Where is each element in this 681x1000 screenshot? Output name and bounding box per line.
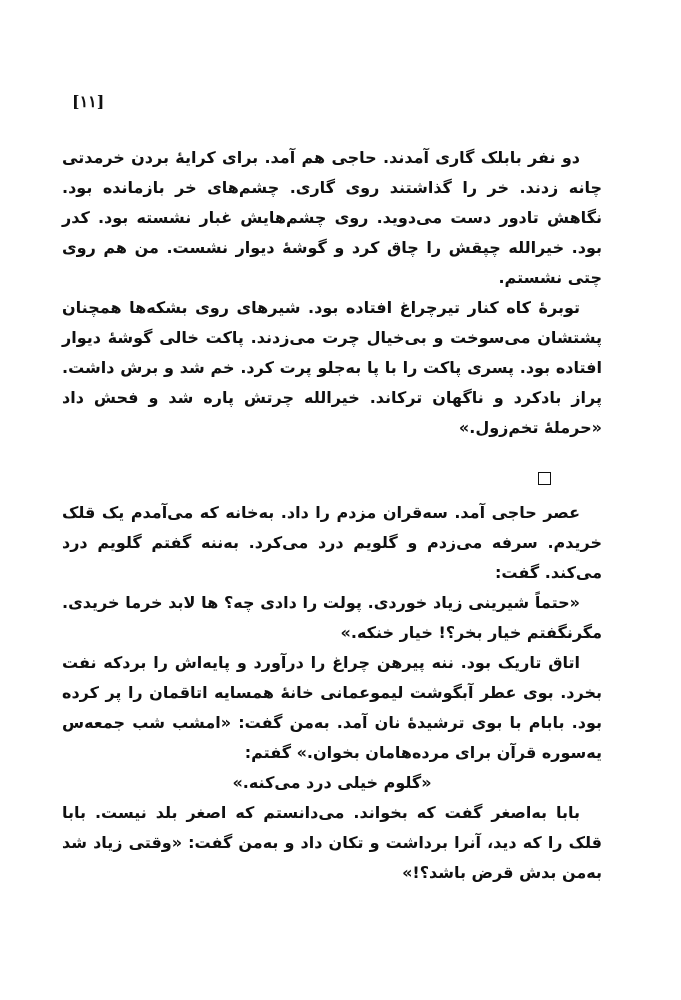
paragraph: بابا به‌اصغر گفت که بخواند. می‌دانستم که اصغر بلد نیست. بابا قلک را که دید، آنرا برداشت و تکان داد و به‌من گفت: «وقتی زیاد شد به‌من بدش قرض باشد؟!» bbox=[62, 803, 602, 882]
quote-paragraph: «گلوم خیلی درد می‌کنه.» bbox=[232, 773, 432, 792]
page-number: [۱۱] bbox=[72, 92, 105, 111]
section-break-square-icon bbox=[538, 472, 551, 485]
section-two bbox=[62, 498, 602, 888]
paragraph: دو نفر بابلک گاری آمدند. حاجی هم آمد. برای کرایهٔ بردن خرمدتی چانه زدند. خر را گذاشتند روی گاری. چشم‌های خر بازمانده بود. نگاهش تادور دست می‌دوید. روی چشم‌هایش غبار نشسته بود. کدر بود. خیرالله چپقش را چاق کرد و گوشهٔ دیوار نشست. من هم روی چتی نشستم. bbox=[62, 148, 602, 287]
section-one bbox=[62, 143, 602, 443]
paragraph: اتاق تاریک بود. ننه پیرهن چراغ را درآورد و پایه‌اش را بردکه نفت بخرد. بوی عطر آبگوشت لیموعمانی خانهٔ همسایه اتاقمان را پر کرده بود. بابام با بوی ترشیدهٔ نان آمد. به‌من گفت: «امشب شب جمعه‌س یه‌سوره قرآن برای مرده‌هامان بخوان.» گفتم: bbox=[62, 653, 602, 762]
paragraph: عصر حاجی آمد. سه‌قران مزدم را داد. به‌خانه که می‌آمدم یک قلک خریدم. سرفه می‌زدم و گلویم درد می‌کرد. به‌ننه گفتم گلویم درد می‌کند. گفت: bbox=[62, 503, 602, 582]
paragraph: توبرهٔ کاه کنار تیرچراغ افتاده بود. شیرهای روی بشکه‌ها همچنان پشتشان می‌سوخت و بی‌خیال چرت می‌زدند. پاکت خالی گوشهٔ دیوار افتاده بود. پسری پاکت را با پا به‌جلو پرت کرد. خم شد و برش داشت. پراز بادکرد و ناگهان ترکاند. خیرالله چرتش پاره شد و فحش داد «حرملهٔ تخم‌زول.» bbox=[62, 298, 602, 437]
quote-paragraph: «حتماً شیرینی زیاد خوردی. پولت را دادی چه؟ ها لابد خرما خریدی. مگرنگفتم خیار بخر؟! خیار خنکه.» bbox=[62, 593, 602, 642]
